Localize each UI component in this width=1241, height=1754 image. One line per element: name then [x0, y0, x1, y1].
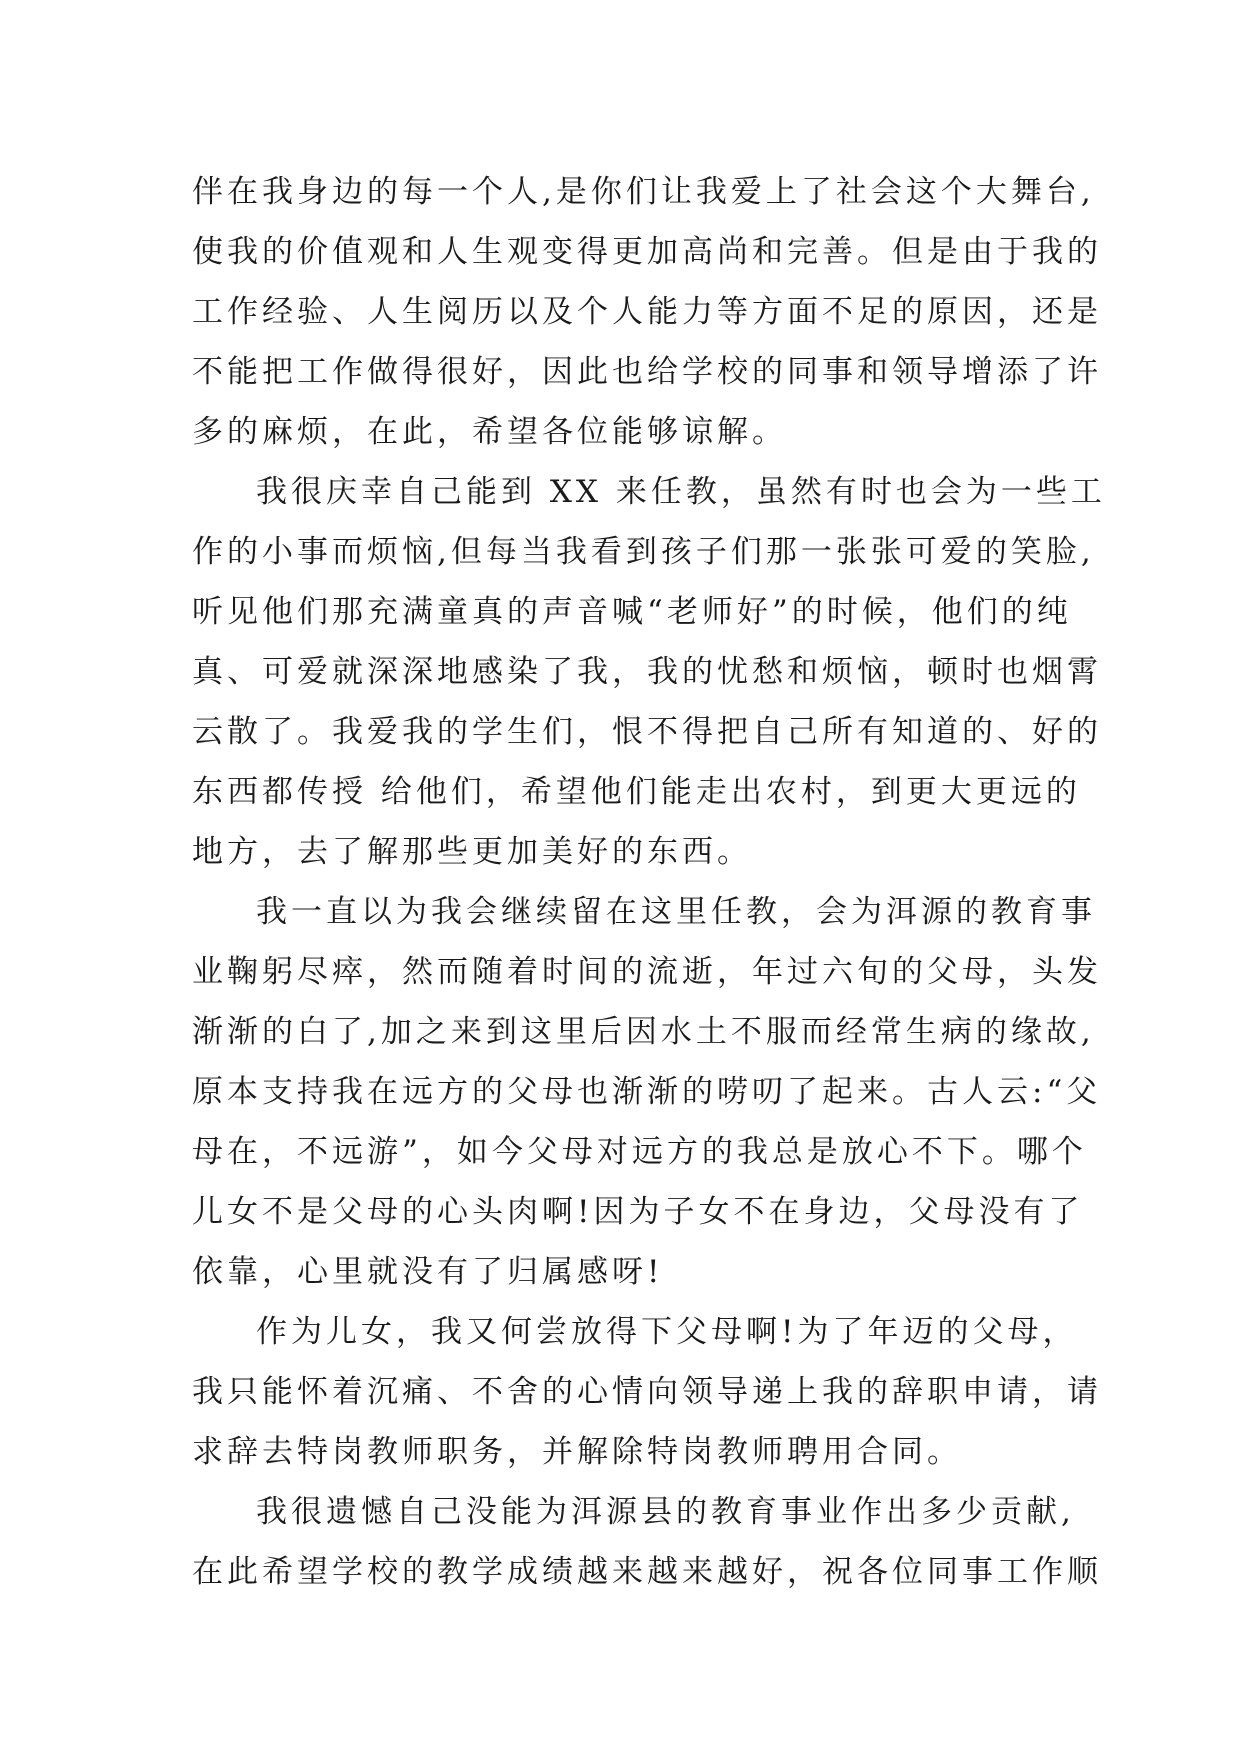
text-line: 云散了。我爱我的学生们，恨不得把自己所有知道的、好的: [192, 714, 1102, 750]
text-line: 使我的价值观和人生观变得更加高尚和完善。但是由于我的: [192, 234, 1102, 270]
letter-body: [192, 162, 1106, 1602]
text-line: 听见他们那充满童真的声音喊“老师好”的时候，他们的纯: [192, 594, 1072, 630]
text-line: 依靠，心里就没有了归属感呀!: [192, 1254, 664, 1290]
text-line: 求辞去特岗教师职务，并解除特岗教师聘用合同。: [192, 1434, 962, 1470]
text-line: 不能把工作做得很好，因此也给学校的同事和领导增添了许: [192, 354, 1102, 390]
paragraph-first-line: 我一直以为我会继续留在这里任教，会为洱源的教育事: [256, 894, 1096, 930]
text-line: 我只能怀着沉痛、不舍的心情向领导递上我的辞职申请，请: [192, 1374, 1102, 1410]
text-line: 作的小事而烦恼,但每当我看到孩子们那一张张可爱的笑脸,: [192, 534, 1095, 570]
text-line: 工作经验、人生阅历以及个人能力等方面不足的原因，还是: [192, 294, 1102, 330]
paragraph-first-line: 我很遗憾自己没能为洱源县的教育事业作出多少贡献,: [256, 1494, 1075, 1530]
text-line: 东西都传授 给他们，希望他们能走出农村，到更大更远的: [192, 774, 1081, 810]
text-line: 业鞠躬尽瘁，然而随着时间的流逝，年过六旬的父母，头发: [192, 954, 1102, 990]
text-line: 真、可爱就深深地感染了我，我的忧愁和烦恼，顿时也烟霄: [192, 654, 1102, 690]
text-line: 儿女不是父母的心头肉啊!因为子女不在身边，父母没有了: [192, 1194, 1084, 1230]
text-line: 多的麻烦，在此，希望各位能够谅解。: [192, 414, 787, 450]
text-line: 原本支持我在远方的父母也渐渐的唠叨了起来。古人云:“父: [192, 1074, 1102, 1110]
paragraph-first-line: 我很庆幸自己能到 XX 来任教，虽然有时也会为一些工: [256, 474, 1106, 510]
text-line: 渐渐的白了,加之来到这里后因水土不服而经常生病的缘故,: [192, 1014, 1095, 1050]
text-line: 伴在我身边的每一个人,是你们让我爱上了社会这个大舞台,: [192, 174, 1095, 210]
text-line: 母在，不远游”，如今父母对远方的我总是放心不下。哪个: [192, 1134, 1087, 1170]
paragraph-first-line: 作为儿女，我又何尝放得下父母啊!为了年迈的父母，: [256, 1314, 1078, 1350]
text-line: 地方，去了解那些更加美好的东西。: [192, 834, 752, 870]
text-line: 在此希望学校的教学成绩越来越来越好，祝各位同事工作顺: [192, 1554, 1102, 1590]
